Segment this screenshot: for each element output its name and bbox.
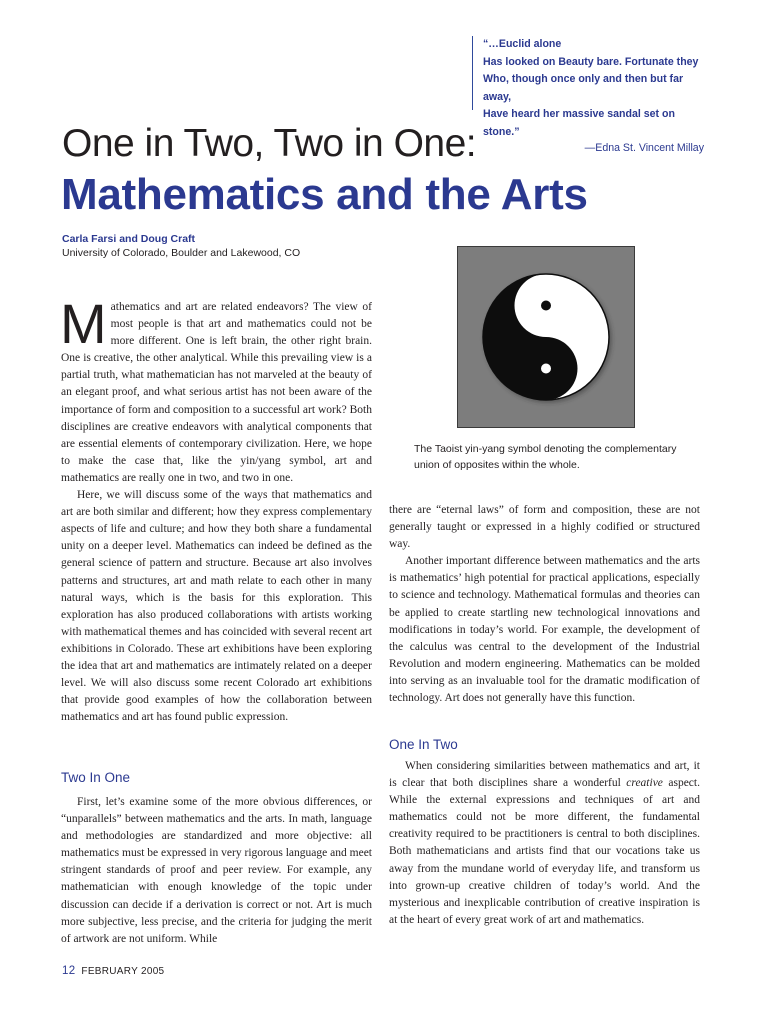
issue-date: FEBRUARY 2005 [81, 966, 165, 977]
epigraph [472, 36, 704, 154]
yin-yang-icon [458, 247, 634, 427]
body-text: When considering similarities between mathematics and art, it is clear that both disciplines share a wonderful [389, 760, 700, 790]
page-footer [62, 965, 164, 977]
section-heading-two-in-one: Two In One [61, 770, 131, 785]
author-names: Carla Farsi and Doug Craft [62, 233, 196, 245]
body-paragraph: Another important difference between mathematics and the arts is mathematics’ high potential for practical applications, especially to science and technology. Mathematical formulas and theories can be applied to create startling new technological innovations and modifications in today’s world. For example, the development of the calculus was central to the development of the Industrial Revolution and modern engineering. Mathematics can be molded into serving as an invaluable tool for the dramatic modification of technology. Art does not generally have this function. [389, 555, 700, 705]
left-column-section1 [61, 794, 372, 948]
author-affiliation: University of Colorado, Boulder and Lakewood, CO [62, 247, 301, 259]
body-paragraph: there are “eternal laws” of form and composition, these are not generally taught or expressed in a highly codified or structured way. [389, 504, 700, 551]
right-column-section2 [389, 758, 700, 929]
epigraph-line: Who, though once only and then but far away, [483, 73, 684, 103]
intro-paragraph [60, 292, 372, 487]
yin-yang-figure [457, 246, 635, 428]
body-paragraph: First, let’s examine some of the more obvious differences, or “unparallels” between mathematics and the arts. In math, language and methodologies are standardized and more objective: all mathematics must be expressed in very rigorous language and meet stringent standards of proof and peer review. For example, any mathematician with enough knowledge of the topic under discussion can decide if a derivation is correct or not. Art is much more subjective, less precise, and the criteria for judging the merit of artwork are not uniform. While [61, 796, 372, 945]
epigraph-line: “…Euclid alone [483, 38, 562, 50]
article-title-line2: Mathematics and the Arts [61, 170, 588, 219]
body-paragraph: Here, we will discuss some of the ways that mathematics and art are both similar and different; how they express complementary aspects of life and culture; and how they both share a fundamental unity on a deeper level. Mathematics can indeed be defined as the general science of pattern and structure. Because art also involves patterns and structures, art and math relate to each other in many natural ways, which is the basis for this exploration. This exploration has also produced collaborations with artists working with mathematical themes and has coincided with several recent art exhibitions in Colorado. These art exhibitions have been exploring the idea that art and mathematics are intimately related on a deeper level. We will also discuss some recent Colorado art exhibitions that provide good examples of how the collaboration between mathematics and art has found public expression. [61, 489, 372, 724]
drop-cap: M [60, 292, 107, 355]
figure-caption: The Taoist yin-yang symbol denoting the complementary union of opposites within the whole. [414, 443, 677, 471]
epigraph-line: Has looked on Beauty bare. Fortunate they [483, 55, 699, 68]
body-paragraph [389, 758, 700, 929]
section-heading-one-in-two: One In Two [389, 737, 458, 752]
byline [62, 232, 300, 260]
epigraph-attribution: —Edna St. Vincent Millay [584, 142, 704, 154]
page-number: 12 [62, 965, 76, 977]
intro-text: athematics and art are related endeavors? The view of most people is that art and mathematics could not be more different. One is left brain, the other right brain. One is creative, the other analytical. While this prevailing view is a partial truth, what mathematician has not marveled at the beauty of an elegant proof, and what serious artist has not been aware of the importance of form and composition to a successful art work? Both disciplines are creative endeavors with analytical components that are essential elements of contemporary civilization. Here, we hope to make the case that, like the yin/yang symbol, art and mathematics are really one in two, and two in one. [61, 301, 372, 484]
article-title-line1: One in Two, Two in One: [62, 122, 477, 165]
left-column-intro [60, 292, 372, 726]
body-text: aspect. While the external expressions and techniques of art and mathematics could not be more different, the fundamental creativity required to be practitioners is central to both disciplines. Both mathematicians and artists find that our vocations take us away from the mundane world of everyday life, and transform us into grown-up creative children of today’s world. And the mysterious and inexplicable contribution of creative inspiration is at the heart of every great work of art and mathematics. [389, 777, 700, 926]
epigraph-line: Have heard her massive sandal set on stone.” [483, 108, 675, 138]
right-column-top [389, 502, 700, 707]
emphasis-text: creative [626, 777, 663, 790]
